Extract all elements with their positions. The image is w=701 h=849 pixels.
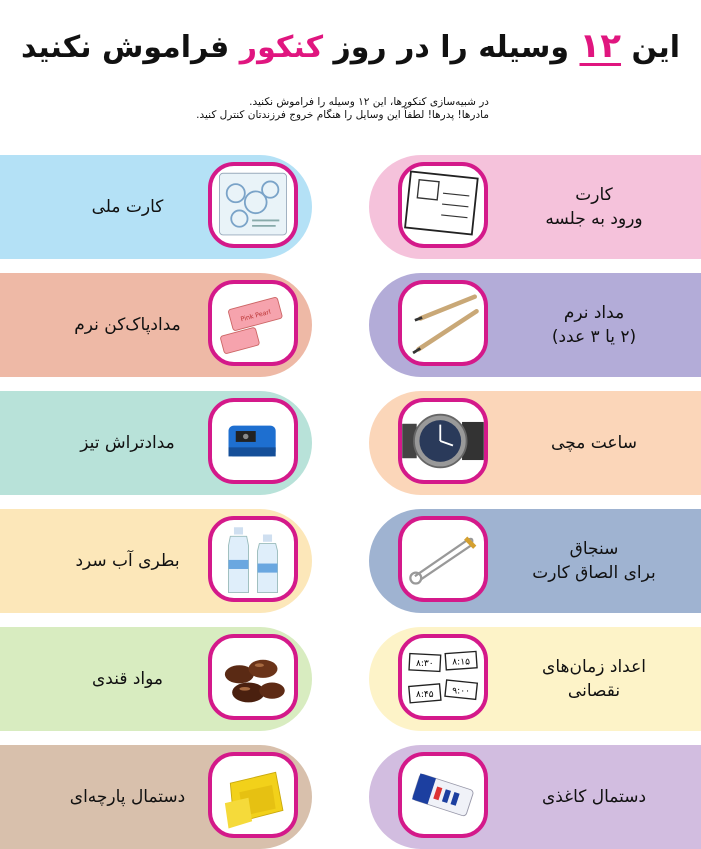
item-label-line-1: مداد نرم <box>563 303 625 323</box>
time-label: ۸:۳۰ <box>416 659 434 670</box>
item-label <box>504 627 684 731</box>
subtitle-line-2: مادرها! پدرها! لطفاً این وسایل را هنگام خروج فرزندتان کنترل کنید. <box>196 109 489 121</box>
item-card-tissue <box>369 745 701 849</box>
item-card-cloth <box>0 745 312 849</box>
title-highlight: کنکور <box>239 30 324 65</box>
item-label-line-1: ساعت مچی <box>551 433 637 453</box>
item-label <box>40 509 215 613</box>
item-label-line-1: کارت <box>575 185 613 205</box>
time-label: ۹:۰۰ <box>452 686 470 697</box>
title-part-1: این <box>631 30 681 65</box>
item-label-line-1: دستمال کاغذی <box>541 787 647 807</box>
item-label-line-1: کارت ملی <box>91 197 164 217</box>
item-label <box>40 745 215 849</box>
item-label <box>504 509 684 613</box>
postcard-icon <box>398 162 488 248</box>
id-card-icon <box>208 162 298 248</box>
item-card-entry-card <box>369 155 701 259</box>
title-part-3: فراموش نکنید <box>20 30 230 65</box>
item-card-national-card <box>0 155 312 259</box>
sharpener-icon <box>208 398 298 484</box>
item-label-line-1: دستمال پارچه‌ای <box>69 787 186 807</box>
pencil-icon <box>398 280 488 366</box>
eraser-icon <box>208 280 298 366</box>
item-label-line-1: مدادتراش تیز <box>80 433 175 453</box>
title-part-2: وسیله را در روز <box>333 30 570 65</box>
watch-icon <box>398 398 488 484</box>
item-label <box>40 273 215 377</box>
item-card-dates <box>0 627 312 731</box>
item-label-line-1: بطری آب سرد <box>75 551 180 571</box>
item-label-line-1: مدادپاک‌کن نرم <box>74 315 181 335</box>
item-label-line-2: ورود به جلسه <box>545 209 643 229</box>
page-title <box>0 18 701 76</box>
item-card-sharpener <box>0 391 312 495</box>
time-label: ۸:۱۵ <box>452 657 470 668</box>
item-label-line-2: برای الصاق کارت <box>532 563 656 583</box>
item-label-line-1: مواد قندی <box>91 669 164 689</box>
subtitle <box>19 96 489 122</box>
safety-pin-icon <box>398 516 488 602</box>
item-label <box>504 273 684 377</box>
dates-icon <box>208 634 298 720</box>
item-label <box>504 155 684 259</box>
water-bottle-icon <box>208 516 298 602</box>
cloth-icon <box>208 752 298 838</box>
item-label-line-1: سنجاق <box>569 539 619 559</box>
subtitle-line-1: در شبیه‌سازی کنکورها، این ۱۲ وسیله را فراموش نکنید. <box>249 96 489 108</box>
time-cards-icon <box>398 634 488 720</box>
time-label: ۸:۴۵ <box>416 689 434 700</box>
item-label <box>40 391 215 495</box>
item-label-line-2: نقصانی <box>567 681 621 701</box>
item-card-watch <box>369 391 701 495</box>
item-label-line-1: اعداد زمان‌های <box>542 657 646 677</box>
item-card-time-numbers <box>369 627 701 731</box>
item-label <box>504 745 684 849</box>
title-number: ۱۲ <box>579 26 622 66</box>
item-card-pencil <box>369 273 701 377</box>
item-label <box>40 155 215 259</box>
svg-text:Pink Pearl: Pink Pearl <box>240 308 272 324</box>
item-card-water <box>0 509 312 613</box>
tissue-pack-icon <box>398 752 488 838</box>
item-card-eraser <box>0 273 312 377</box>
item-label-line-2: (۲ یا ۳ عدد) <box>551 327 637 347</box>
item-label <box>40 627 215 731</box>
item-card-pin <box>369 509 701 613</box>
item-label <box>504 391 684 495</box>
